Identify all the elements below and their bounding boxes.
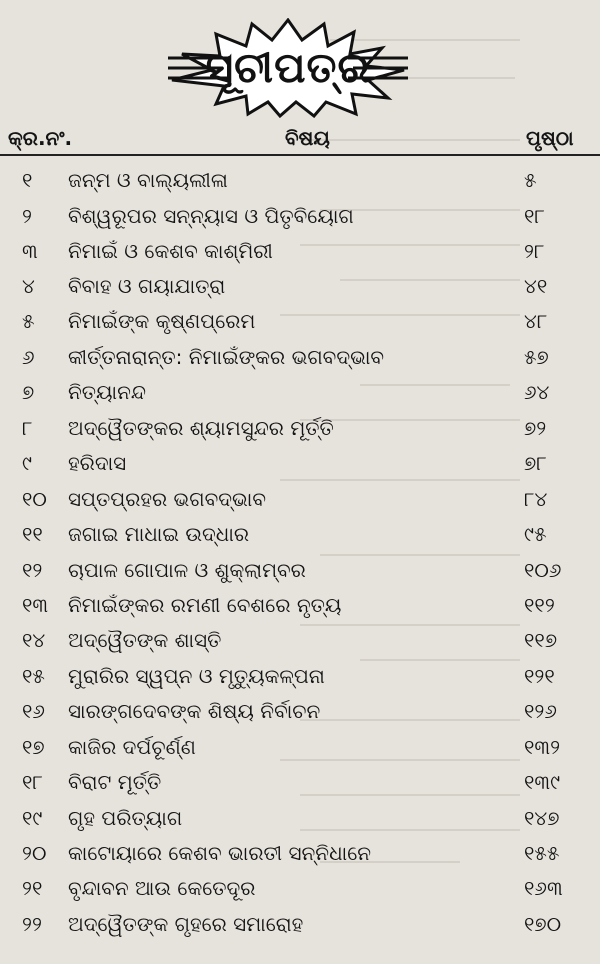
item-number: ୧୦ (22, 487, 47, 511)
item-page: ୨୮ (524, 239, 545, 263)
list-item (0, 380, 600, 410)
item-number: ୮ (22, 416, 33, 440)
item-subject: ସାରଙ୍ଗଦେବଙ୍କ ଶିଷ୍ୟ ନିର୍ବାଚନ (68, 699, 321, 723)
item-subject: ବୃନ୍ଦାବନ ଆଉ କେତେଦୂର (68, 876, 256, 900)
list-item (0, 876, 600, 906)
item-page: ୧୩୨ (524, 735, 561, 759)
item-number: ୧୬ (22, 699, 45, 723)
item-page: ୧୮ (524, 204, 545, 228)
list-item (0, 309, 600, 339)
item-page: ୪୧ (524, 274, 548, 298)
item-number: ୧୩ (22, 593, 49, 617)
item-subject: ବିଶ୍ୱରୂପର ସନ୍ନ୍ୟାସ ଓ ପିତୃବିୟୋଗ (68, 204, 354, 228)
item-page: ୧୧୨ (524, 593, 555, 617)
item-page: ୯୫ (524, 522, 547, 546)
list-item (0, 239, 600, 269)
list-item (0, 345, 600, 375)
item-subject: ଅଦ୍ୱୈତଙ୍କର ଶ୍ୟାମସୁନ୍ଦର ମୂର୍ତ୍ତି (68, 416, 334, 440)
item-number: ୨୦ (22, 841, 47, 865)
header-divider (0, 154, 600, 156)
subject-column-header: ବିଷୟ (285, 126, 330, 150)
item-subject: ବିବାହ ଓ ଗୟାଯାତ୍ରା (68, 274, 226, 298)
item-number: ୧୪ (22, 628, 46, 652)
list-item (0, 664, 600, 694)
list-item (0, 451, 600, 481)
item-number: ୪ (22, 274, 35, 298)
item-page: ୮୪ (524, 487, 548, 511)
item-subject: ଅଦ୍ୱୈତଙ୍କ ଶାସ୍ତି (68, 628, 222, 652)
item-number: ୧୮ (22, 770, 43, 794)
item-number: ୧୨ (22, 558, 43, 582)
item-number: ୬ (22, 345, 35, 369)
item-page: ୫ (524, 168, 537, 192)
item-number: ୭ (22, 380, 35, 404)
item-subject: ନିମାଇଁଙ୍କର ରମଣୀ ବେଶରେ ନୃତ୍ୟ (68, 593, 342, 617)
page-column-header: ପୃଷ୍ଠା (526, 126, 574, 150)
item-subject: ଗୃହ ପରିତ୍ୟାଗ (68, 806, 183, 830)
item-page: ୧୦୬ (524, 558, 562, 582)
item-number: ୫ (22, 309, 35, 333)
item-page: ୬୪ (524, 380, 550, 404)
item-subject: କାଟୋୟାରେ କେଶବ ଭାରତୀ ସନ୍ନିଧାନେ (68, 841, 371, 865)
item-subject: ମୁରାରିର ସ୍ୱପ୍ନ ଓ ମୃତ୍ୟୁକଳ୍ପନା (68, 664, 325, 688)
list-item (0, 699, 600, 729)
list-item (0, 274, 600, 304)
item-subject: ନିମାଇଁଙ୍କ କୃଷ୍ଣପ୍ରେମ (68, 309, 256, 333)
item-number: ୧ (22, 168, 33, 192)
list-item (0, 168, 600, 198)
item-number: ୯ (22, 451, 32, 475)
item-number: ୧୯ (22, 806, 43, 830)
item-page: ୧୩୯ (524, 770, 561, 794)
item-subject: ହରିଦାସ (68, 451, 127, 475)
item-subject: ନିତ୍ୟାନନ୍ଦ (68, 380, 146, 404)
list-item (0, 770, 600, 800)
page-title: ସୂଚୀପତ୍ର (205, 43, 371, 92)
list-item (0, 735, 600, 765)
item-subject: କୀର୍ତ୍ତନାରାନ୍ତ: ନିମାଇଁଙ୍କର ଭଗବଦ୍ଭାବ (68, 345, 385, 369)
list-item (0, 841, 600, 871)
item-subject: ବିରାଟ ମୂର୍ତ୍ତି (68, 770, 162, 794)
item-number: ୧୫ (22, 664, 45, 688)
item-page: ୧୨୧ (524, 664, 555, 688)
item-page: ୧୪୭ (524, 806, 560, 830)
list-item (0, 522, 600, 552)
item-page: ୪୮ (524, 309, 548, 333)
list-item (0, 416, 600, 446)
item-page: ୧୭୦ (524, 912, 562, 936)
item-number: ୩ (22, 239, 38, 263)
item-number: ୨୨ (22, 912, 42, 936)
list-item (0, 806, 600, 836)
item-page: ୭୨ (524, 416, 547, 440)
item-subject: ଜନ୍ମ ଓ ବାଲ୍ୟଲୀଳା (68, 168, 228, 192)
item-subject: କାଜିର ଦର୍ପଚୂର୍ଣ୍ଣ (68, 735, 196, 759)
item-subject: ସପ୍ତପ୍ରହର ଭଗବଦ୍ଭାବ (68, 487, 266, 511)
item-subject: ନିମାଇଁ ଓ କେଶବ କାଶ୍ମିରୀ (68, 239, 273, 263)
list-item (0, 204, 600, 234)
item-page: ୧୬୩ (524, 876, 563, 900)
item-page: ୭୮ (524, 451, 547, 475)
item-page: ୫୭ (524, 345, 549, 369)
table-header (0, 126, 600, 156)
item-page: ୧୧୭ (524, 628, 558, 652)
item-page: ୧୨୬ (524, 699, 557, 723)
item-number: ୧୭ (22, 735, 45, 759)
item-page: ୧୫୫ (524, 841, 560, 865)
item-number: ୨ (22, 204, 32, 228)
list-item (0, 558, 600, 588)
list-item (0, 628, 600, 658)
list-item (0, 912, 600, 942)
serial-column-header: କ୍ର.ନଂ. (8, 126, 73, 150)
item-subject: ଅଦ୍ୱୈତଙ୍କ ଗୃହରେ ସମାରୋହ (68, 912, 304, 936)
list-item (0, 593, 600, 623)
item-number: ୨୧ (22, 876, 43, 900)
item-subject: ଚାପାଳ ଗୋପାଳ ଓ ଶୁକ୍ଲାମ୍ବର (68, 558, 306, 582)
title-banner (168, 18, 408, 118)
item-subject: ଜଗାଇ ମାଧାଇ ଉଦ୍ଧାର (68, 522, 250, 546)
item-number: ୧୧ (22, 522, 43, 546)
list-item (0, 487, 600, 517)
